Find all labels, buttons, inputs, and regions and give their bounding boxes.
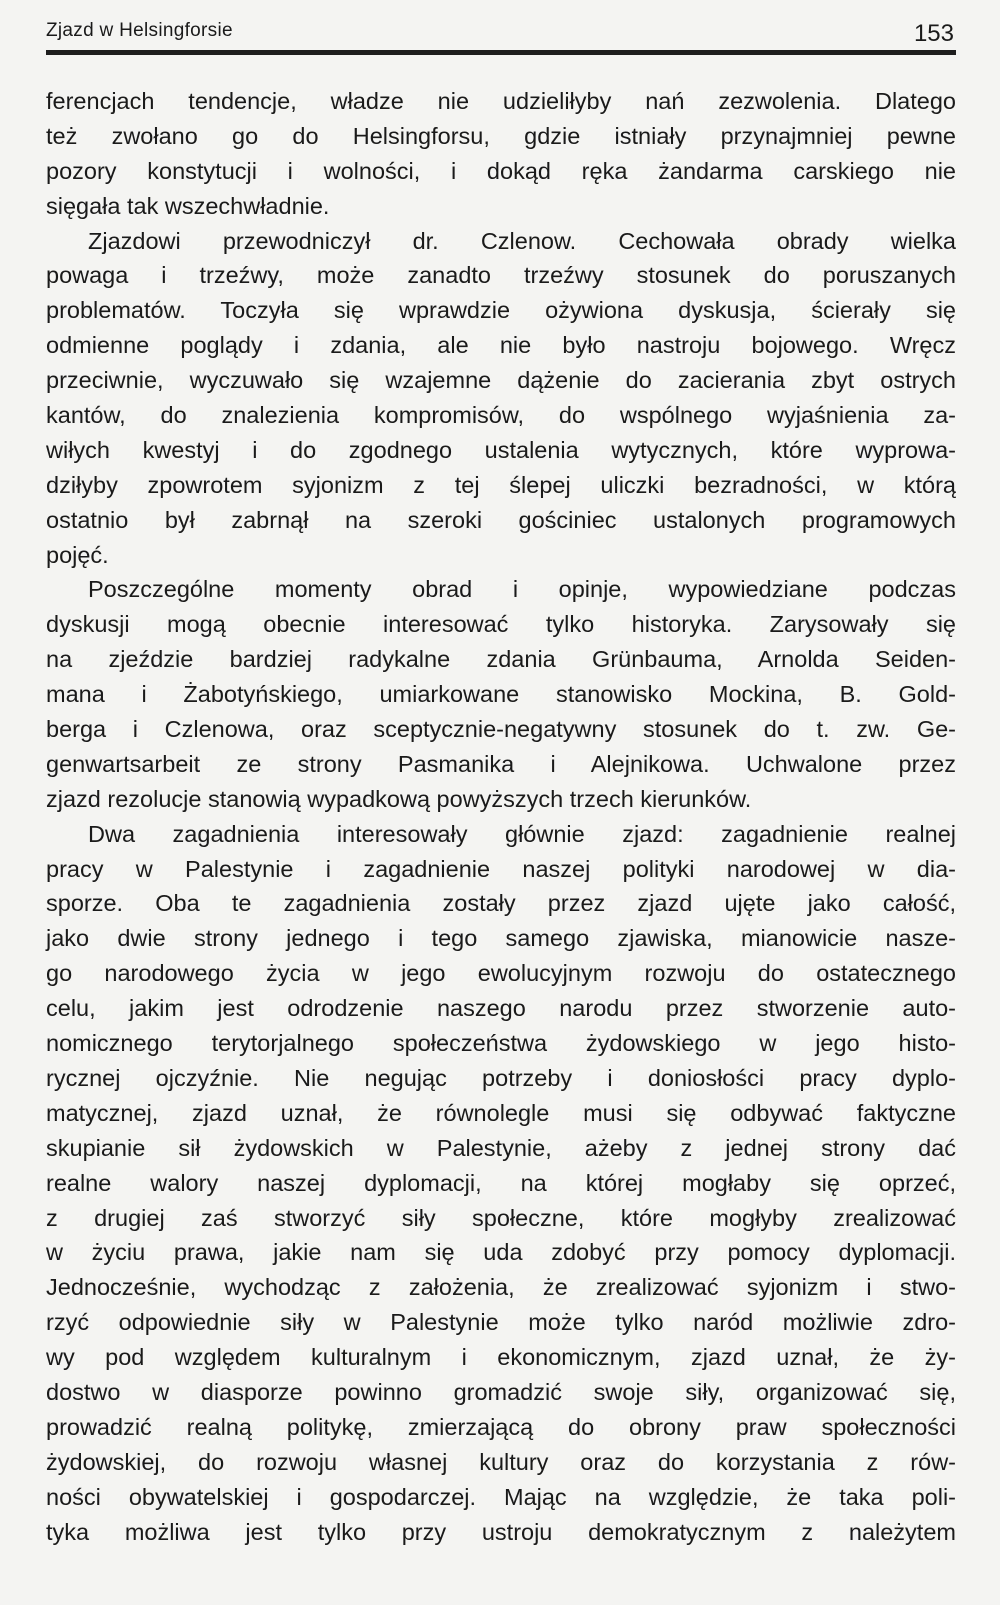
text-line: sięgała tak wszechwładnie.	[46, 192, 330, 219]
text-line: wy pod względem kulturalnym i ekonomicznym, zjazd uznał, że ży-	[46, 1344, 956, 1371]
text-line: matycznej, zjazd uznał, że równolegle musi się odbywać faktyczne	[46, 1099, 956, 1126]
text-line: ferencjach tendencje, władze nie udzieliłyby nań zezwolenia. Dlatego	[46, 88, 956, 114]
text-line: Poszczególne momenty obrad i opinje, wypowiedziane podczas	[88, 576, 956, 603]
text-line: żydowskiej, do rozwoju własnej kultury oraz do korzystania z rów-	[46, 1448, 956, 1475]
running-title: Zjazd w Helsingforsie	[46, 20, 233, 41]
text-line: jako dwie strony jednego i tego samego zjawiska, mianowicie nasze-	[46, 925, 956, 952]
paragraph	[46, 572, 956, 816]
text-line: mana i Żabotyńskiego, umiarkowane stanowisko Mockina, B. Gold-	[46, 681, 956, 708]
text-line: Zjazdowi przewodniczył dr. Czlenow. Cechowała obrady wielka	[88, 227, 956, 254]
page-number: 153	[913, 20, 954, 47]
text-line: Dwa zagadnienia interesowały głównie zjazd: zagadnienie realnej	[88, 820, 956, 847]
text-line: dostwo w diasporze powinno gromadzić swoje siły, organizować się,	[46, 1378, 956, 1405]
text-line: rzyć odpowiednie siły w Palestynie może tylko naród możliwie zdro-	[46, 1309, 956, 1336]
text-line: przeciwnie, wyczuwało się wzajemne dążenie do zacierania zbyt ostrych	[46, 367, 956, 394]
text-line: sporze. Oba te zagadnienia zostały przez zjazd ujęte jako całość,	[46, 890, 956, 917]
text-line: też zwołano go do Helsingforsu, gdzie istniały przynajmniej pewne	[46, 122, 956, 149]
text-line: berga i Czlenowa, oraz sceptycznie-negatywny stosunek do t. zw. Ge-	[46, 716, 956, 743]
text-line: Jednocześnie, wychodząc z założenia, że zrealizować syjonizm i stwo-	[46, 1274, 956, 1301]
text-line: nomicznego terytorjalnego społeczeństwa żydowskiego w jego histo-	[46, 1030, 956, 1057]
text-line: odmienne poglądy i zdania, ale nie było nastroju bojowego. Wręcz	[46, 332, 956, 359]
text-line: wiłych kwestyj i do zgodnego ustalenia wytycznych, które wyprowa-	[46, 436, 956, 463]
text-line: realne walory naszej dyplomacji, na której mogłaby się oprzeć,	[46, 1169, 956, 1196]
page-body-text	[46, 84, 956, 1549]
text-line: prowadzić realną politykę, zmierzającą do obrony praw społeczności	[46, 1413, 956, 1440]
text-line: powaga i trzeźwy, może zanadto trzeźwy stosunek do poruszanych	[46, 262, 956, 289]
text-line: na zjeździe bardziej radykalne zdania Grünbauma, Arnolda Seiden-	[46, 646, 956, 673]
text-line: kantów, do znalezienia kompromisów, do wspólnego wyjaśnienia za-	[46, 402, 956, 429]
text-line: genwartsarbeit ze strony Pasmanika i Alejnikowa. Uchwalone przez	[46, 750, 956, 777]
text-line: celu, jakim jest odrodzenie naszego narodu przez stworzenie auto-	[46, 995, 956, 1022]
text-line: w życiu prawa, jakie nam się uda zdobyć przy pomocy dyplomacji.	[46, 1239, 956, 1266]
text-line: skupianie sił żydowskich w Palestynie, ażeby z jednej strony dać	[46, 1134, 956, 1161]
paragraph	[46, 84, 956, 224]
text-line: ostatnio był zabrnął na szeroki gościniec ustalonych programowych	[46, 506, 956, 533]
text-line: z drugiej zaś stworzyć siły społeczne, które mogłyby zrealizować	[46, 1204, 956, 1231]
text-line: ności obywatelskiej i gospodarczej. Mając na względzie, że taka poli-	[46, 1483, 956, 1510]
header-rule	[46, 50, 956, 55]
text-line: dyskusji mogą obecnie interesować tylko historyka. Zarysowały się	[46, 611, 956, 638]
text-line: pojęć.	[46, 541, 109, 568]
running-header	[46, 18, 954, 48]
text-line: problematów. Toczyła się wprawdzie ożywiona dyskusja, ścierały się	[46, 297, 956, 324]
text-line: rycznej ojczyźnie. Nie negując potrzeby i doniosłości pracy dyplo-	[46, 1064, 956, 1091]
text-line: go narodowego życia w jego ewolucyjnym rozwoju do ostatecznego	[46, 960, 956, 987]
paragraph	[46, 817, 956, 1550]
text-line: dziłyby zpowrotem syjonizm z tej ślepej uliczki bezradności, w którą	[46, 471, 956, 498]
text-line: pozory konstytucji i wolności, i dokąd ręka żandarma carskiego nie	[46, 157, 956, 184]
paragraph	[46, 224, 956, 573]
text-line: zjazd rezolucje stanowią wypadkową powyższych trzech kierunków.	[46, 785, 752, 812]
text-line: tyka możliwa jest tylko przy ustroju demokratycznym z należytem	[46, 1518, 956, 1545]
text-line: pracy w Palestynie i zagadnienie naszej polityki narodowej w dia-	[46, 855, 956, 882]
